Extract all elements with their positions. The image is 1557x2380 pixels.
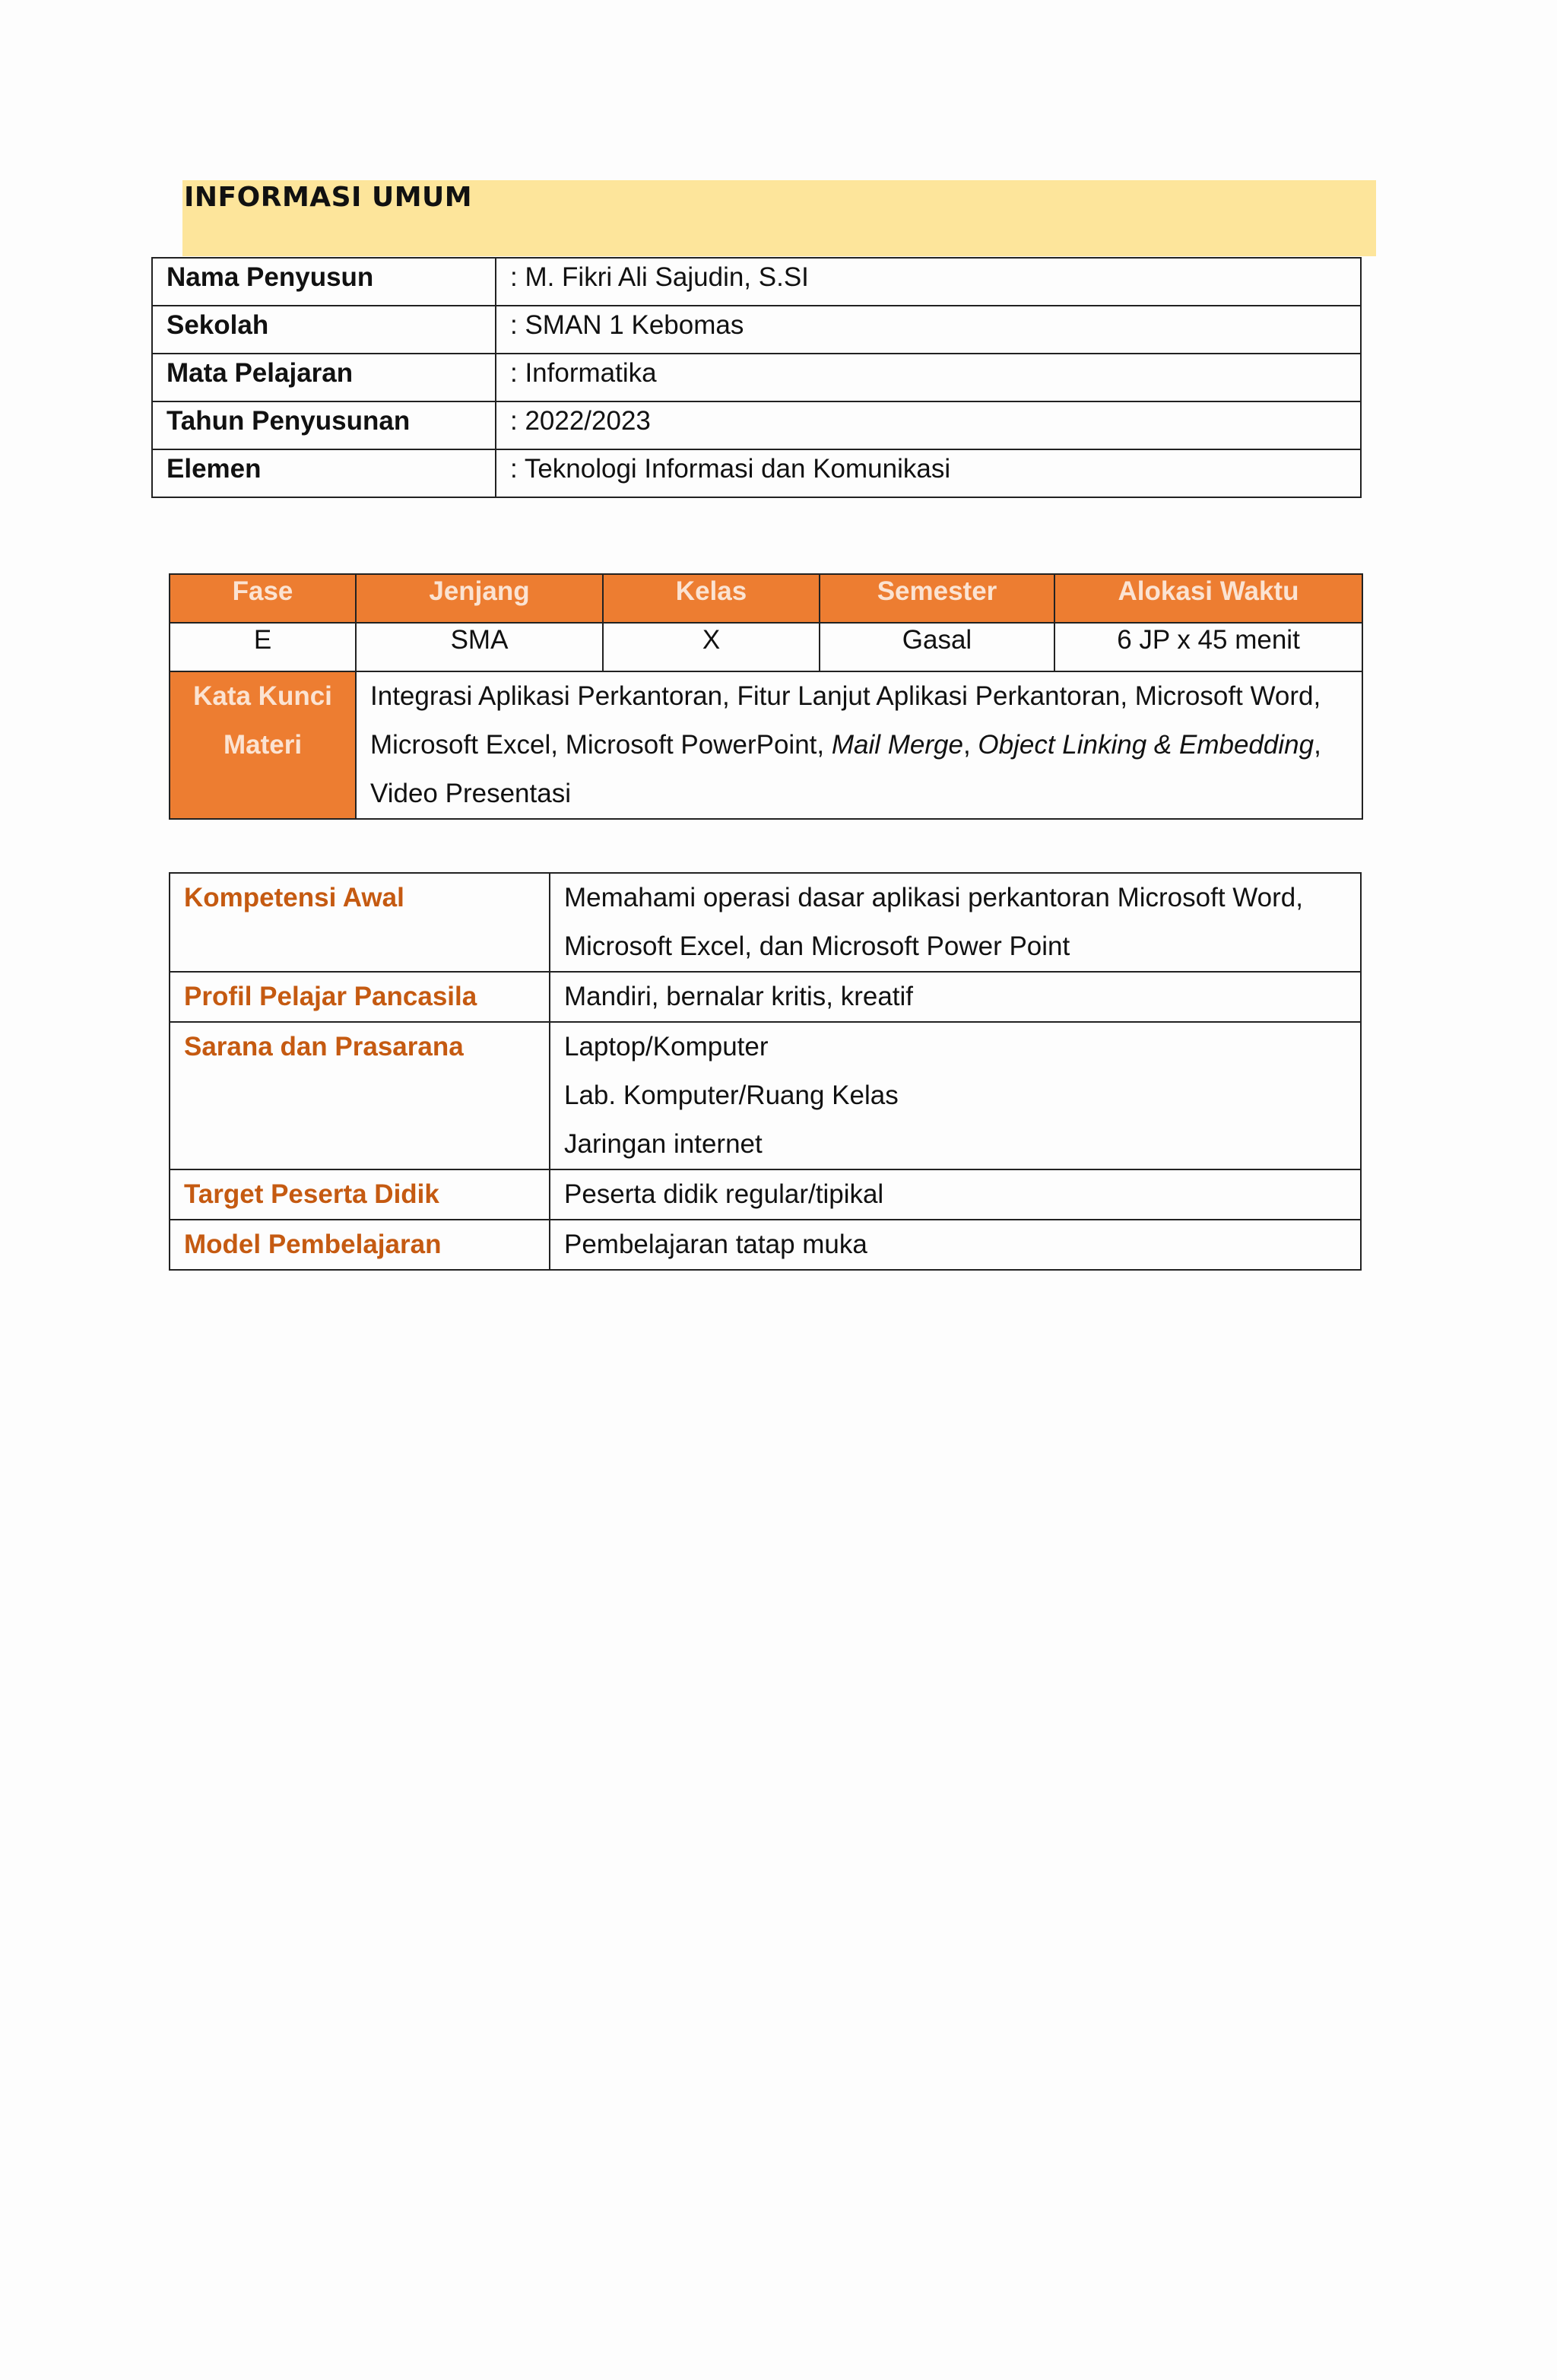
table-row [170,1220,1361,1270]
info-label: Sekolah [152,306,496,354]
table-row [152,354,1361,401]
keyword-row [170,671,1362,819]
table-row [152,258,1361,306]
table-row [170,972,1361,1022]
cell-fase: E [170,623,356,671]
cell-semester: Gasal [820,623,1054,671]
competence-line: Laptop/Komputer [564,1032,769,1061]
info-value: : Informatika [496,354,1361,401]
info-label: Tahun Penyusunan [152,401,496,449]
keyword-text: , Video Presentasi [370,730,1321,808]
section-title-bar [182,180,1376,256]
info-label: Nama Penyusun [152,258,496,306]
competence-value [550,972,1361,1022]
table-row [170,1169,1361,1220]
column-header-alokasi-waktu: Alokasi Waktu [1054,574,1362,623]
keyword-italic: Object Linking & Embedding [978,730,1314,760]
table-row [152,449,1361,497]
general-info-table [151,257,1362,498]
competence-value [550,1220,1361,1270]
table-row [170,873,1361,972]
column-header-jenjang: Jenjang [356,574,603,623]
keyword-label-line: Materi [223,730,303,760]
competence-line: Jaringan internet [564,1129,763,1159]
table-row [152,401,1361,449]
competence-line: Peserta didik regular/tipikal [564,1179,884,1209]
keyword-italic: Mail Merge [831,730,963,760]
cell-jenjang: SMA [356,623,603,671]
competence-line: Memahami operasi dasar aplikasi perkantoran Microsoft Word, [564,883,1303,912]
cell-alokasi-waktu: 6 JP x 45 menit [1054,623,1362,671]
competence-table [169,872,1362,1271]
table-row [170,623,1362,671]
competence-label: Model Pembelajaran [170,1220,550,1270]
competence-line: Microsoft Excel, dan Microsoft Power Point [564,931,1070,961]
info-value: : 2022/2023 [496,401,1361,449]
competence-label: Target Peserta Didik [170,1169,550,1220]
keyword-value [356,671,1362,819]
table-row [170,1022,1361,1169]
cell-kelas: X [603,623,820,671]
competence-label: Sarana dan Prasarana [170,1022,550,1169]
phase-table [169,573,1363,820]
column-header-semester: Semester [820,574,1054,623]
competence-value [550,1022,1361,1169]
section-title: INFORMASI UMUM [184,182,473,213]
column-header-kelas: Kelas [603,574,820,623]
info-label: Elemen [152,449,496,497]
info-value: : M. Fikri Ali Sajudin, S.SI [496,258,1361,306]
info-value: : SMAN 1 Kebomas [496,306,1361,354]
competence-line: Mandiri, bernalar kritis, kreatif [564,982,914,1011]
table-header-row [170,574,1362,623]
table-row [152,306,1361,354]
info-value: : Teknologi Informasi dan Komunikasi [496,449,1361,497]
competence-line: Pembelajaran tatap muka [564,1230,867,1259]
keyword-label-line: Kata Kunci [193,681,332,711]
column-header-fase: Fase [170,574,356,623]
competence-value [550,1169,1361,1220]
competence-line: Lab. Komputer/Ruang Kelas [564,1081,899,1110]
competence-label: Kompetensi Awal [170,873,550,972]
keyword-label [170,671,356,819]
competence-label: Profil Pelajar Pancasila [170,972,550,1022]
keyword-text: Integrasi Aplikasi Perkantoran, Fitur Lanjut Aplikasi Perkantoran, Microsoft Word, Microsoft Excel, Microsoft PowerPoint, [370,681,1321,760]
keyword-text: , [962,730,978,760]
info-label: Mata Pelajaran [152,354,496,401]
competence-value [550,873,1361,972]
